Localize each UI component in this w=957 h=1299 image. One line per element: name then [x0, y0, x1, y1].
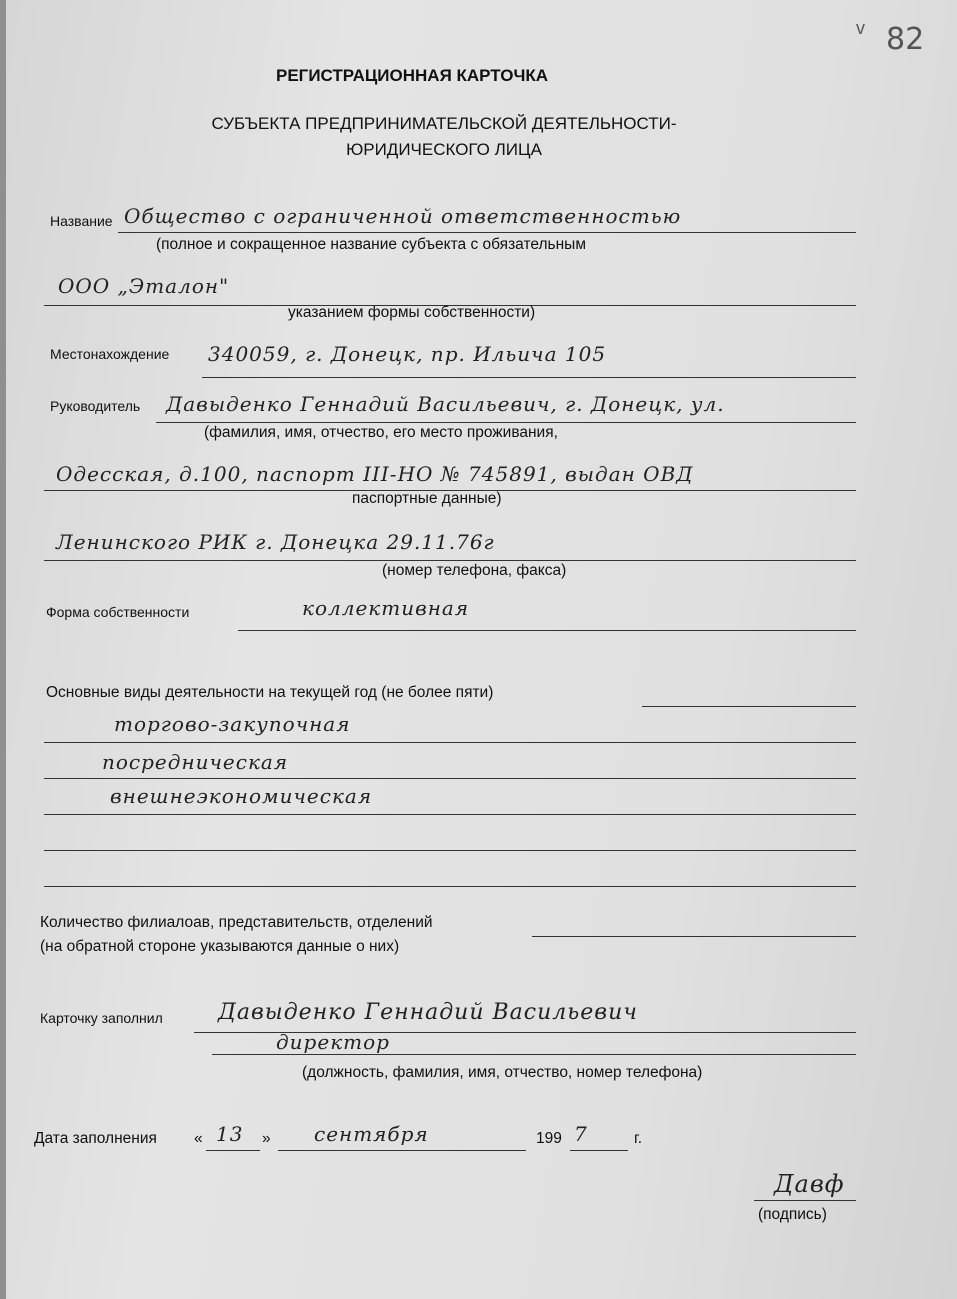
head-value-2: Одесская, д.100, паспорт III-НО № 745891, выдан ОВД — [56, 462, 694, 486]
branches-line — [532, 936, 856, 937]
date-quote-open: « — [194, 1130, 203, 1147]
date-suffix: г. — [634, 1130, 643, 1147]
location-value: 340059, г. Донецк, пр. Ильича 105 — [208, 342, 607, 366]
head-caption-3: (номер телефона, факса) — [382, 562, 567, 579]
ownership-label: Форма собственности — [46, 604, 190, 620]
form-subtitle-line1: СУБЪЕКТА ПРЕДПРИНИМАТЕЛЬСКОЙ ДЕЯТЕЛЬНОСТИ- — [211, 114, 677, 133]
branches-label: Количество филиалоав, представительств, отделений — [40, 914, 433, 931]
filled-by-value: Давыденко Геннадий Васильевич — [218, 1000, 638, 1025]
filled-by-caption: (должность, фамилия, имя, отчество, номер телефона) — [302, 1064, 703, 1081]
short-name-value: ООО „Эталон" — [58, 274, 230, 298]
activity-item-2: посредническая — [102, 750, 289, 774]
page-number: 82 — [886, 22, 925, 57]
activity-line-5 — [44, 886, 856, 887]
date-day-line — [206, 1150, 260, 1151]
date-label: Дата заполнения — [34, 1130, 157, 1147]
phone-line — [44, 560, 856, 561]
branches-note: (на обратной стороне указываются данные о них) — [40, 938, 400, 955]
head-value-3: Ленинского РИК г. Донецка 29.11.76г — [56, 530, 495, 554]
activity-item-1: торгово-закупочная — [114, 712, 351, 736]
signature-mark: Давф — [774, 1170, 845, 1198]
form-subtitle-line2: ЮРИДИЧЕСКОГО ЛИЦА — [346, 140, 542, 159]
name-line — [118, 232, 856, 233]
date-month: сентября — [314, 1122, 429, 1146]
activities-label: Основные виды деятельности на текущей год (не более пяти) — [46, 684, 494, 701]
date-day: 13 — [216, 1122, 244, 1146]
head-line — [156, 422, 856, 423]
head-caption-1: (фамилия, имя, отчество, его место проживания, — [204, 424, 558, 441]
name-value: Общество с ограниченной ответственностью — [124, 204, 682, 228]
registration-card — [6, 0, 957, 1299]
name-caption-2: указанием формы собственности) — [288, 304, 536, 321]
date-year-prefix: 199 — [536, 1130, 562, 1147]
ownership-value: коллективная — [302, 596, 470, 620]
name-caption: (полное и сокращенное название субъекта с обязательным — [156, 236, 586, 253]
date-year-digit: 7 — [574, 1122, 588, 1146]
filled-by-label: Карточку заполнил — [40, 1010, 163, 1026]
head-label: Руководитель — [50, 398, 141, 414]
position-line — [212, 1054, 856, 1055]
activity-line-3 — [44, 814, 856, 815]
head-value-1: Давыденко Геннадий Васильевич, г. Донецк, ул. — [166, 392, 725, 416]
signature-caption: (подпись) — [758, 1206, 827, 1223]
ownership-line — [238, 630, 856, 631]
activity-item-3: внешнеэкономическая — [110, 784, 373, 808]
location-line — [202, 377, 856, 378]
date-quote-close: » — [262, 1130, 271, 1147]
date-year-line — [570, 1150, 628, 1151]
activity-line-2 — [44, 778, 856, 779]
activities-label-line — [642, 706, 856, 707]
position-value: директор — [276, 1030, 390, 1054]
name-label: Название — [50, 213, 113, 229]
activity-line-4 — [44, 850, 856, 851]
form-title: РЕГИСТРАЦИОННАЯ КАРТОЧКА — [276, 66, 549, 85]
date-month-line — [278, 1150, 526, 1151]
head-caption-2: паспортные данные) — [352, 490, 502, 507]
signature-line — [754, 1200, 856, 1201]
activity-line-1 — [44, 742, 856, 743]
corner-tick: v — [856, 18, 865, 38]
location-label: Местонахождение — [50, 346, 170, 362]
